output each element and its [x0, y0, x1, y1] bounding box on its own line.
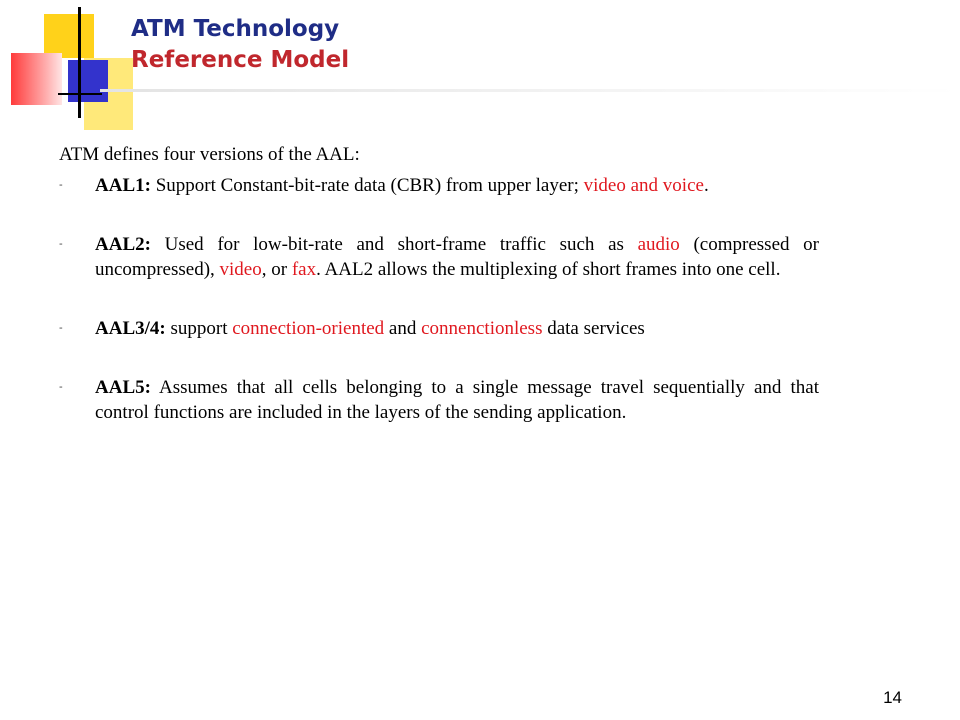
bullet-aal5 — [59, 375, 819, 425]
bullet-marker: - — [59, 322, 63, 334]
bullet-text: and — [384, 318, 422, 339]
title-line-2: Reference Model — [131, 47, 350, 73]
aal-bullet-list — [59, 173, 819, 425]
bullet-text: data services — [542, 318, 645, 339]
bullet-text: . — [703, 175, 709, 196]
slide-body — [59, 143, 819, 459]
bullet-text: . AAL2 allows the multiplexing of short frames into one cell. — [316, 259, 781, 280]
deco-blue-square — [68, 60, 108, 102]
intro-text: ATM defines four versions of the AAL: — [59, 144, 360, 165]
bullet-text: Support Constant-bit-rate data (CBR) from upper layer; — [150, 175, 584, 196]
bullet-text: (compressed or uncompressed), — [95, 234, 819, 280]
bullet-label: AAL2: — [95, 234, 151, 255]
highlight-text: video — [219, 259, 262, 280]
bullet-text: support — [165, 318, 233, 339]
bullet-label: AAL3/4: — [95, 318, 166, 339]
highlight-text: connenctionless — [421, 318, 543, 339]
bullet-label: AAL1: — [95, 175, 151, 196]
bullet-aal34 — [59, 316, 819, 341]
bullet-label: AAL5: — [95, 377, 151, 398]
page-number: 14 — [883, 688, 902, 707]
bullet-text: , or — [261, 259, 292, 280]
bullet-text: Assumes that all cells belonging to a single message travel sequentially and that control functions are included in the layers of the sending application. — [95, 377, 819, 423]
deco-vertical-bar — [78, 7, 81, 118]
deco-yellow-square — [44, 14, 94, 58]
slide-title — [131, 14, 349, 76]
bullet-marker: - — [59, 179, 63, 191]
bullet-aal2 — [59, 232, 819, 282]
title-line-1: ATM Technology — [131, 16, 340, 42]
highlight-text: fax — [291, 259, 317, 280]
highlight-text: audio — [637, 234, 680, 255]
bullet-aal1 — [59, 173, 819, 198]
deco-red-square — [11, 53, 62, 105]
deco-horizontal-bar — [58, 93, 102, 95]
header-underline — [100, 89, 960, 92]
highlight-text: connection-oriented — [232, 318, 385, 339]
highlight-text: video and voice — [583, 175, 704, 196]
bullet-marker: - — [59, 238, 63, 250]
bullet-marker: - — [59, 381, 63, 393]
bullet-text: Used for low-bit-rate and short-frame traffic such as — [150, 234, 638, 255]
